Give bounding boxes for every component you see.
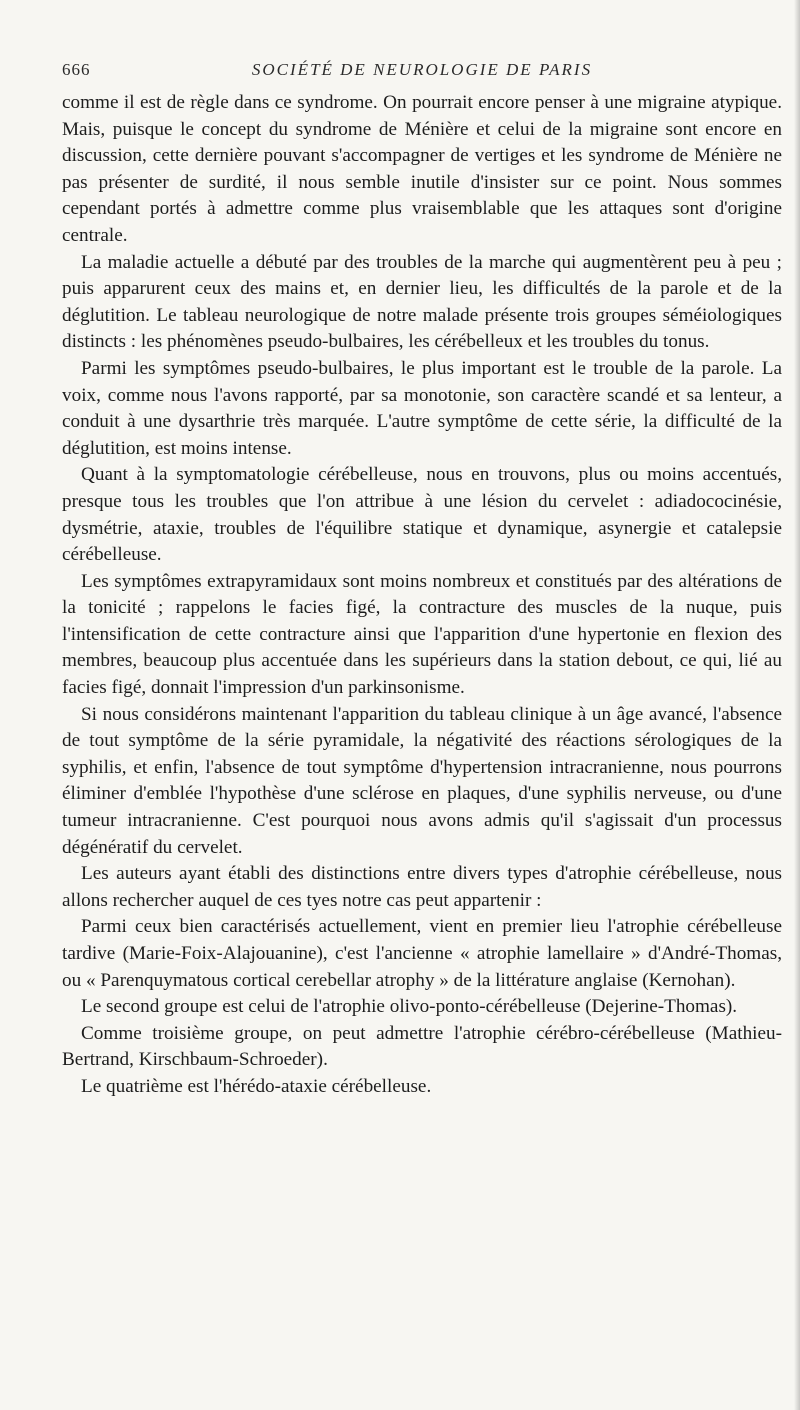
page [62,52,782,1101]
paragraph-first-group: Parmi ceux bien caractérisés actuellement, vient en premier lieu l'atrophie cérébelleuse tardive (Marie-Foix-Alajouanine), c'est l'ancienne « atrophie lamellaire » d'André-Thomas, ou « Parenquymatous cortical cerebellar atrophy » de la littérature anglaise (Kernohan). [62,916,782,991]
running-head [62,52,782,90]
page-number: 666 [62,60,91,79]
paragraph-second-group: Le second groupe est celui de l'atrophie olivo-ponto-cérébelleuse (Dejerine-Thomas). [81,996,738,1018]
paragraph-differential: Si nous considérons maintenant l'apparition du tableau clinique à un âge avancé, l'absence de tout symptôme de la série pyramidale, la négativité des réactions sérologiques de la syphilis, et enfin, l'absence de tout symptôme d'hypertension intracranienne, nous pourrons éliminer d'emblée l'hypothèse d'une sclérose en plaques, d'une syphilis nerveuse, ou d'une tumeur intracranienne. C'est pourquoi nous avons admis qu'il s'agissait d'un processus dégénératif du cervelet. [62,703,782,858]
paragraph-fourth-group: Le quatrième est l'hérédo-ataxie cérébelleuse. [81,1075,432,1097]
scan-edge-shadow [794,0,800,1410]
paragraph-continuation: comme il est de règle dans ce syndrome. On pourrait encore penser à une migraine atypique. Mais, puisque le concept du syndrome de Ménière et celui de la migraine sont encore en discussion, cette dernière pouvant s'accompagner de vertiges et les syndrome de Ménière ne pas présenter de surdité, il nous semble inutile d'insister sur ce point. Nous sommes cependant portés à admettre comme plus vraisemblable que les attaques sont d'origine centrale. [62,92,782,246]
journal-title: SOCIÉTÉ DE NEUROLOGIE DE PARIS [251,60,593,79]
body-text [62,90,782,1101]
paragraph-pseudo-bulbar: Parmi les symptômes pseudo-bulbaires, le plus important est le trouble de la parole. La voix, comme nous l'avons rapporté, par sa monotonie, son caractère scandé et sa lenteur, a conduit à une dysarthrie très marquée. L'autre symptôme de cette série, la difficulté de la déglutition, est moins intense. [62,357,782,459]
paragraph-disease-onset: La maladie actuelle a débuté par des troubles de la marche qui augmentèrent peu à peu ; puis apparurent ceux des mains et, en dernier lieu, les difficultés de la parole et de la déglutition. Le tableau neurologique de notre malade présente trois groupes séméiologiques distincts : les phénomènes pseudo-bulbaires, les cérébelleux et les troubles du tonus. [62,251,782,353]
paragraph-cerebellar: Quant à la symptomatologie cérébelleuse, nous en trouvons, plus ou moins accentués, presque tous les troubles que l'on attribue à une lésion du cervelet : adiadococinésie, dysmétrie, ataxie, troubles de l'équilibre statique et dynamique, asynergie et catalepsie cérébelleuse. [62,464,782,566]
paragraph-types-intro: Les auteurs ayant établi des distinctions entre divers types d'atrophie cérébelleuse, nous allons rechercher auquel de ces tyes notre cas peut appartenir : [62,863,782,911]
paragraph-extrapyramidal: Les symptômes extrapyramidaux sont moins nombreux et constitués par des altérations de la tonicité ; rappelons le facies figé, la contracture des muscles de la nuque, puis l'intensification de cette contracture ainsi que l'apparition d'une hypertonie en flexion des membres, beaucoup plus accentuée dans les supérieurs dans la station debout, ce qui, lié au facies figé, donnait l'impression d'un parkinsonisme. [62,570,782,699]
paragraph-third-group: Comme troisième groupe, on peut admettre l'atrophie cérébro-cérébelleuse (Mathieu-Bertrand, Kirschbaum-Schroeder). [62,1022,782,1071]
